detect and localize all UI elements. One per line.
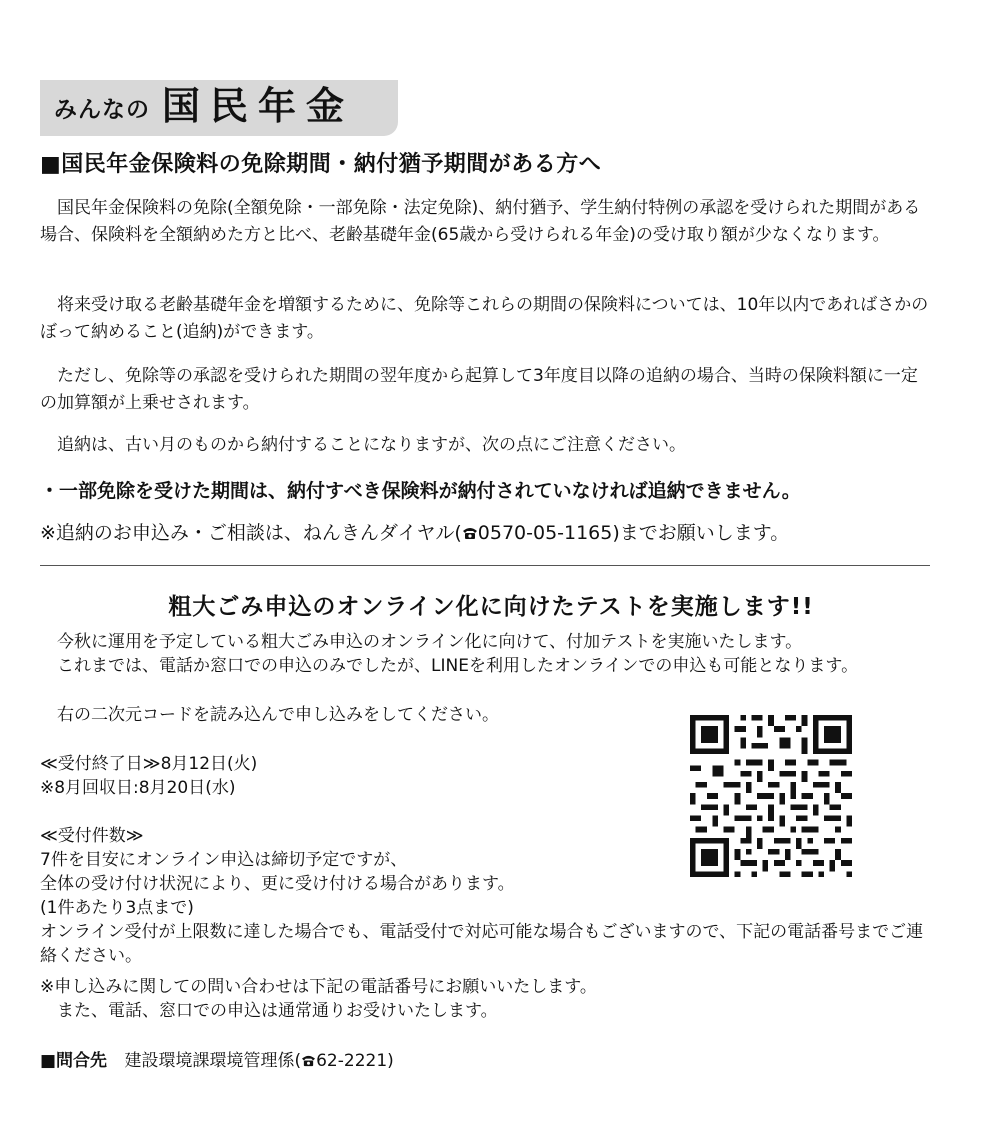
- garbage-line-1: 今秋に運用を予定している粗大ごみ申込のオンライン化に向けて、付加テストを実施いたします。: [57, 632, 803, 652]
- phone-icon: [301, 1051, 316, 1071]
- pension-paragraph-1: 国民年金保険料の免除(全額免除・一部免除・法定免除)、納付猶予、学生納付特例の承認を受けられた期間がある場合、保険料を全額納めた方と比べ、老齢基礎年金(65歳から受けられる年金)の受け取り額が少なくなります。: [40, 198, 921, 245]
- inquiry-line-2: また、電話、窓口での申込は通常通りお受けいたします。: [57, 1001, 498, 1021]
- pension-paragraph-4: 追納は、古い月のものから納付することになりますが、次の点にご注意ください。: [57, 435, 686, 455]
- count-line-1: 7件を目安にオンライン申込は締切予定ですが、: [40, 850, 408, 870]
- qr-code[interactable]: [690, 711, 852, 881]
- contact-info: [40, 1046, 394, 1071]
- garbage-line-3: 右の二次元コードを読み込んで申し込みをしてください。: [57, 705, 499, 725]
- pension-section-title: ■国民年金保険料の免除期間・納付猶予期間がある方へ: [40, 152, 602, 177]
- contact-phone: 62-2221: [316, 1051, 388, 1071]
- pension-paragraph-3: ただし、免除等の承認を受けられた期間の翌年度から起算して3年度目以降の追納の場合、当時の保険料額に一定の加算額が上乗せされます。: [40, 366, 918, 413]
- count-line-2: 全体の受け付け状況により、更に受け付ける場合があります。: [40, 874, 515, 894]
- count-line-4: オンライン受付が上限数に達した場合でも、電話受付で対応可能な場合もございますので、下記の電話番号までご連絡ください。: [40, 922, 924, 966]
- banner-subtitle: みんなの: [54, 97, 150, 123]
- pension-note: [40, 518, 789, 545]
- garbage-line-2: これまでは、電話か窓口での申込のみでしたが、LINEを利用したオンラインでの申込も可能となります。: [57, 656, 859, 676]
- garbage-section-title: 粗大ごみ申込のオンライン化に向けたテストを実施します!!: [168, 594, 814, 620]
- deadline-text: ≪受付終了日≫8月12日(火): [40, 754, 258, 774]
- count-line-3: (1件あたり3点まで): [40, 898, 194, 918]
- section-banner: [40, 80, 398, 136]
- pension-bullet: ・一部免除を受けた期間は、納付すべき保険料が納付されていなければ追納できません。: [40, 480, 801, 502]
- collection-text: ※8月回収日:8月20日(水): [40, 778, 236, 798]
- count-label: ≪受付件数≫: [40, 826, 144, 846]
- inquiry-line-1: ※申し込みに関しての問い合わせは下記の電話番号にお願いいたします。: [40, 977, 597, 997]
- phone-icon: [462, 522, 478, 544]
- section-divider: [40, 565, 930, 566]
- contact-close: ): [387, 1051, 394, 1071]
- note-phone: 0570-05-1165: [477, 522, 613, 544]
- contact-label: ■問合先: [40, 1051, 108, 1071]
- contact-dept: 建設環境課環境管理係(: [124, 1051, 302, 1071]
- note-prefix: ※追納のお申込み・ご相談は、ねんきんダイヤル(: [40, 522, 462, 544]
- banner-title: 国民年金: [162, 84, 355, 128]
- note-suffix: )までお願いします。: [612, 522, 790, 544]
- pension-paragraph-2: 将来受け取る老齢基礎年金を増額するために、免除等これらの期間の保険料については、10年以内であればさかのぼって納めること(追納)ができます。: [40, 295, 929, 342]
